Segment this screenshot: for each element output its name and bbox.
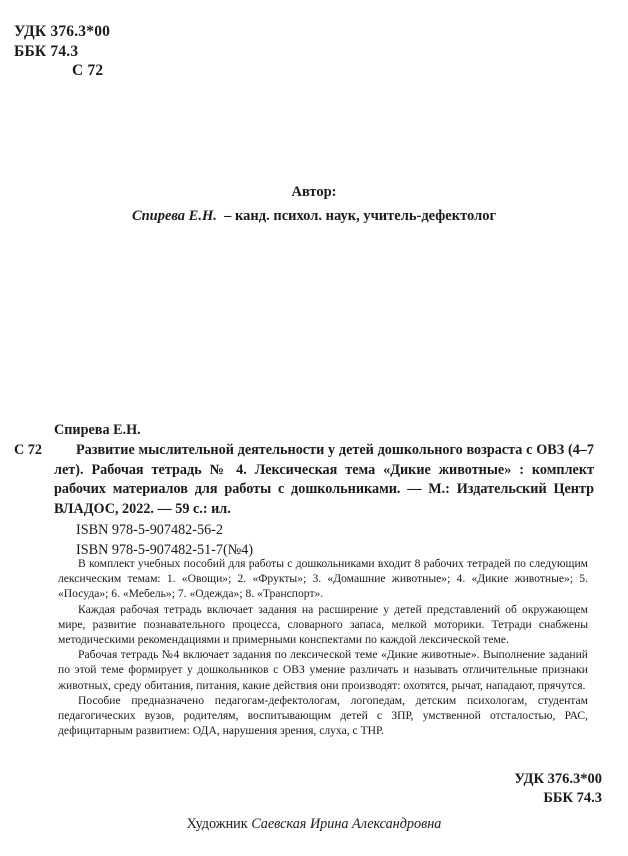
footer-bbk-code: ББК 74.3 [543,790,602,806]
isbn-list [14,521,594,560]
biblio-description: Развитие мыслительной деятельности у детей дошкольного возраста с ОВЗ (4–7 лет). Рабочая тетрадь № 4. Лексическая тема «Дикие животные» : комплект рабочих материалов для работы с дошкольниками. — М.: Издательский Центр ВЛАДОС, 2022. — 59 с.: ил. [54,442,594,517]
annotation-paragraph-1: В комплект учебных пособий для работы с дошкольниками входит 8 рабочих тетрадей по следующим лексическим темам: 1. «Овощи»; 2. «Фрукты»; 3. «Домашние животные»; 4. «Дикие животные»; 5. «Посуда»; 6. «Мебель»; 7. «Одежда»; 8. «Транспорт». [58,557,588,601]
isbn-volume: ISBN 978-5-907482-51-7(№4) [76,541,254,558]
classification-header [14,22,110,81]
bibliographic-record [14,421,594,560]
isbn-main: ISBN 978-5-907482-56-2 [76,522,223,539]
footer-udk-code: УДК 376.3*00 [514,771,602,787]
illustrator-credit [0,815,628,834]
shelf-code: С 72 [72,62,104,79]
author-section [0,180,628,228]
annotation-paragraph-4: Пособие предназначено педагогам-дефектологам, логопедам, детским психологам, студентам педагогических вузов, родителям, воспитывающим детей с ЗПР, умственной отсталостью, РАС, дефицитарным развитием: ОДА, нарушения зрения, слуха, с ТНР. [58,693,588,738]
udk-code: УДК 376.3*00 [14,23,111,40]
biblio-author: Спирева Е.Н. [54,422,141,438]
annotation-paragraph-2: Каждая рабочая тетрадь включает задания на расширение у детей представлений об окружающем мире, развитие познавательного процесса, словарного запаса, мелкой моторики. Тетради снабжены методическими рекомендациями и примерными конспектами по каждой лексической теме. [58,602,588,647]
biblio-shelf-code: С 72 [14,442,42,459]
author-role-label: Автор: [291,184,337,200]
author-name: Спирева Е.Н. [131,208,217,224]
classification-footer [514,770,602,808]
author-credit-line [0,204,628,228]
illustrator-label: Художник [186,816,248,832]
annotation-paragraph-3: Рабочая тетрадь №4 включает задания по лексической теме «Дикие животные». Выполнение заданий по этой теме формирует у дошкольников с ОВЗ умение различать и называть отличительные признаки животных, среду обитания, питания, какие действия они производят: охотятся, рычат, нападают, прячутся. [58,648,588,692]
author-credentials: – канд. психол. наук, учитель-дефектолог [224,208,497,224]
illustrator-name: Саевская Ирина Александровна [251,816,442,832]
bbk-code: ББК 74.3 [14,42,79,60]
annotation-text [58,556,588,738]
biblio-description-block [14,441,594,519]
